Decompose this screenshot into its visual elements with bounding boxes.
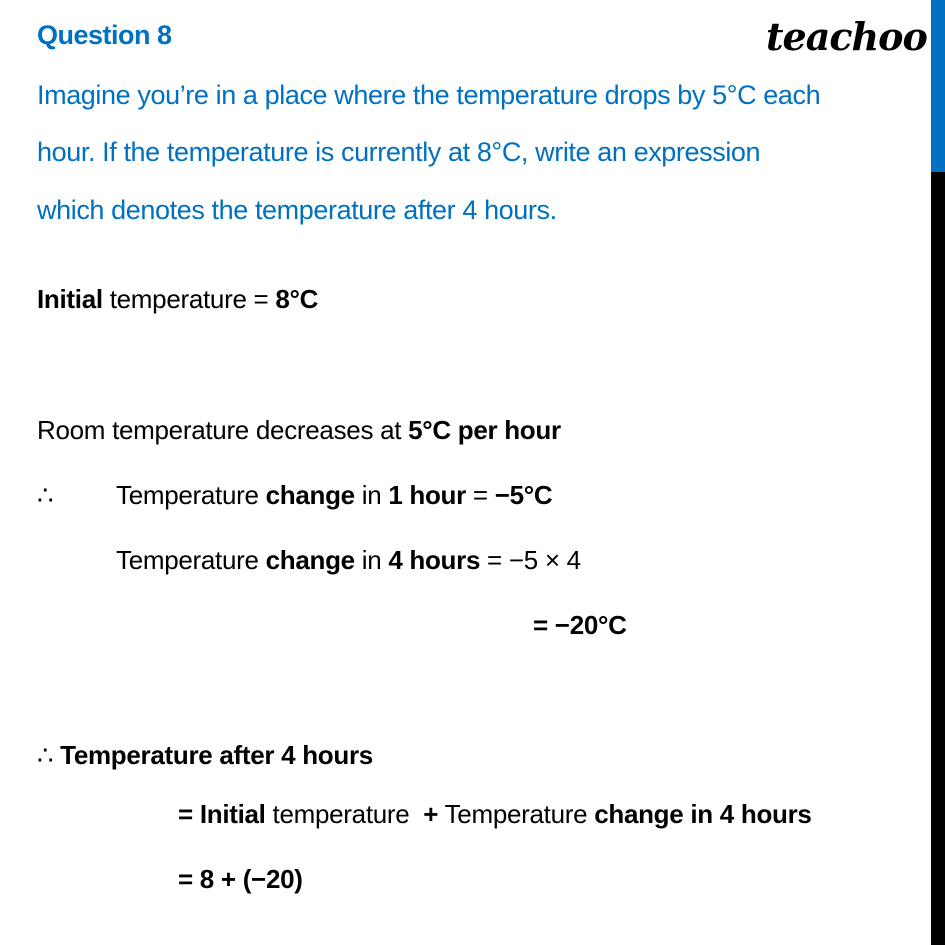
text-bold: 5°C per hour	[408, 415, 561, 445]
text: Room temperature decreases at	[37, 415, 409, 445]
text: Temperature	[116, 480, 266, 510]
rate-line	[37, 415, 561, 446]
after-4-hours-heading	[37, 740, 373, 771]
side-dark-bar	[931, 172, 945, 945]
question-line-3: which denotes the temperature after 4 hours.	[37, 195, 557, 225]
question-line-2: hour. If the temperature is currently at 8°C, write an expression	[37, 137, 761, 167]
text: temperature =	[102, 284, 276, 314]
text: = −5 × 4	[480, 545, 581, 575]
text-bold: change	[265, 480, 355, 510]
question-title: Question 8	[37, 20, 172, 50]
text-bold: 1 hour	[388, 480, 466, 510]
therefore-symbol: ∴	[37, 480, 54, 510]
change-4-hours-result: = −20°C	[533, 610, 627, 640]
change-1-hour-line	[116, 480, 552, 511]
text: Temperature	[438, 799, 595, 829]
text: =	[465, 480, 495, 510]
text-bold: Initial	[37, 284, 103, 314]
side-accent-bar	[931, 0, 945, 172]
text-bold: Temperature after 4 hours	[60, 740, 373, 770]
teachoo-logo: teachoo	[766, 14, 927, 59]
text-bold: 8°C	[275, 284, 319, 314]
change-4-hours-line	[116, 545, 581, 576]
text-bold: 4 hours	[388, 545, 481, 575]
text: Temperature	[116, 545, 266, 575]
therefore-symbol: ∴	[37, 740, 61, 770]
text-bold: change in 4 hours	[594, 799, 812, 829]
substitution-line: = 8 + (−20)	[178, 864, 303, 894]
text-bold: =	[178, 799, 200, 829]
initial-temperature-line	[37, 284, 318, 315]
text-bold: −5°C	[494, 480, 553, 510]
text-bold: Initial	[199, 799, 266, 829]
text: temperature	[265, 799, 424, 829]
text-bold: change	[265, 545, 355, 575]
question-line-1: Imagine you’re in a place where the temperature drops by 5°C each	[37, 80, 821, 110]
text-bold: +	[423, 799, 439, 829]
text: in	[354, 545, 389, 575]
text: in	[354, 480, 389, 510]
formula-line	[178, 799, 812, 830]
